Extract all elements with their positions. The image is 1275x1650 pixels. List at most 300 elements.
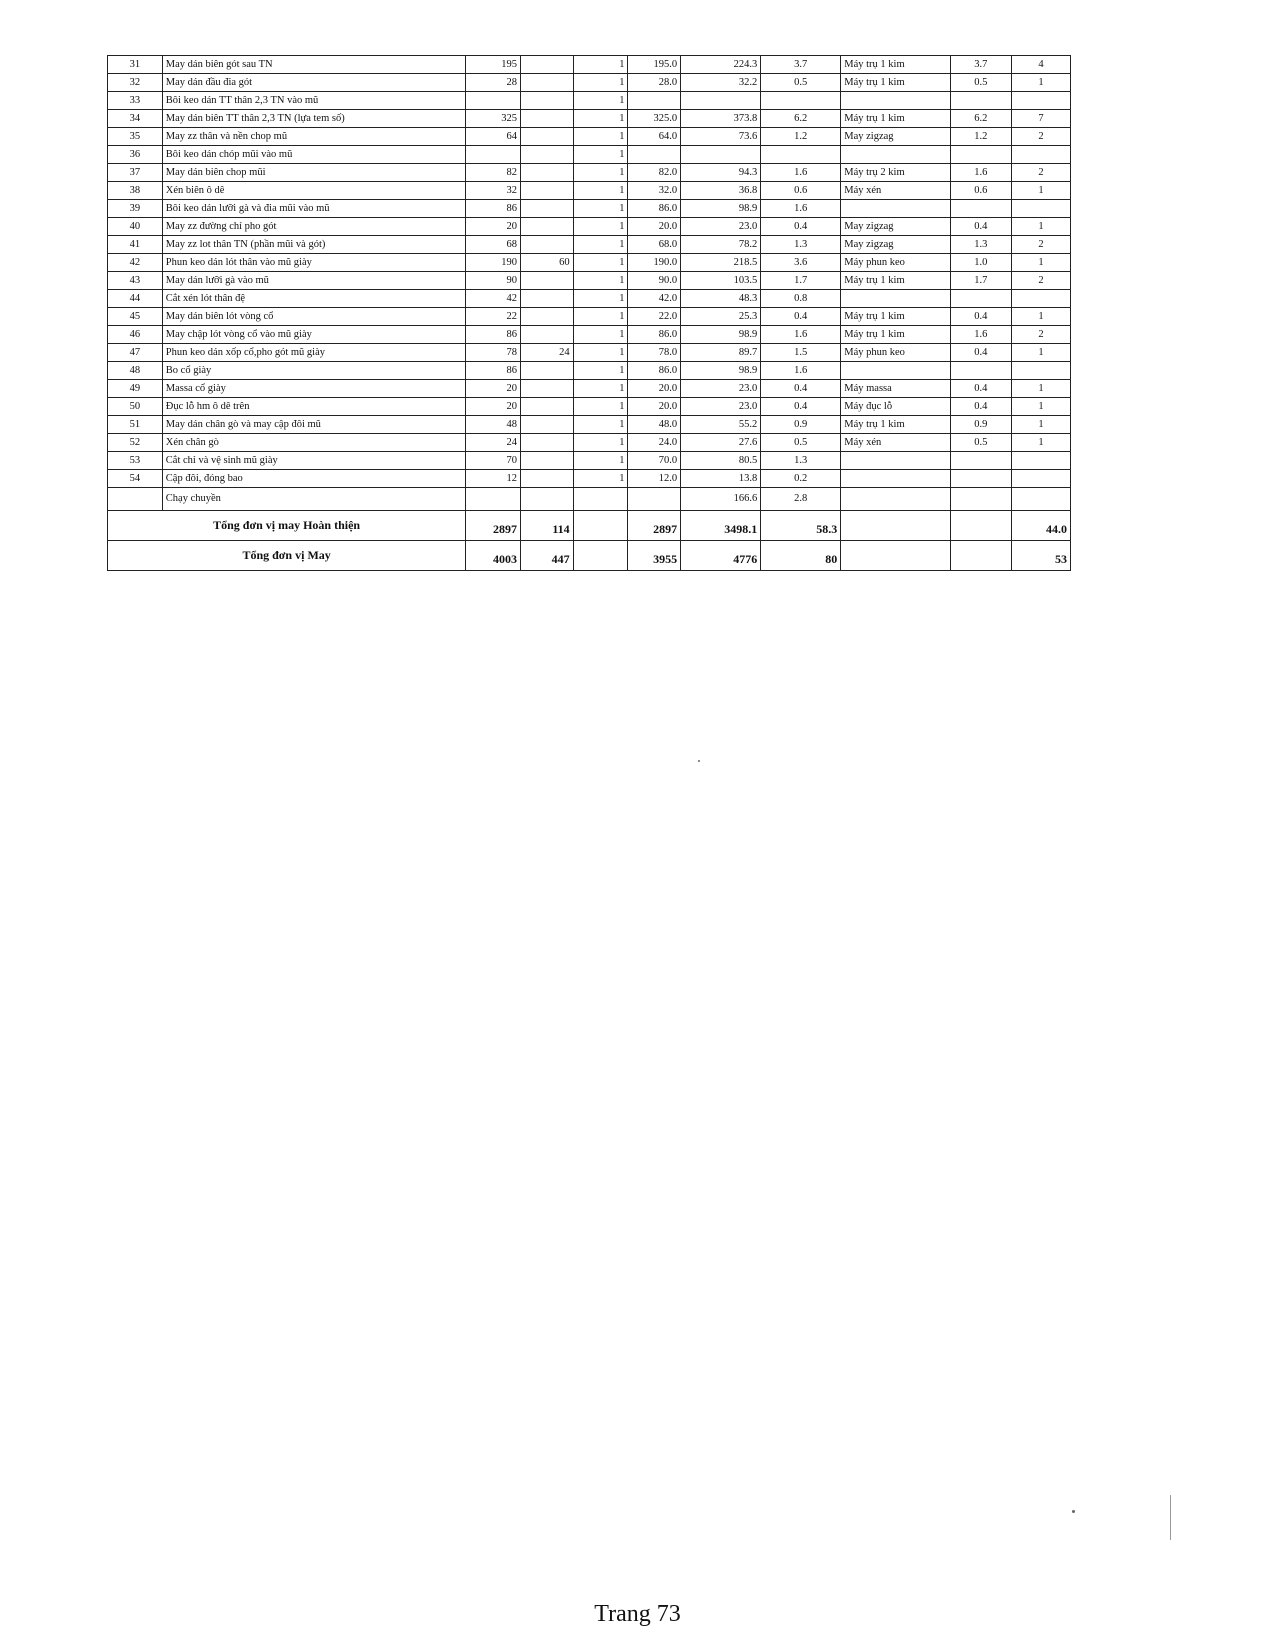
- table-cell: 1: [573, 92, 628, 110]
- table-cell: 0.6: [950, 182, 1011, 200]
- table-cell: 224.3: [681, 56, 761, 74]
- table-cell: 0.5: [950, 434, 1011, 452]
- table-cell: 0.4: [950, 398, 1011, 416]
- table-cell: 60: [521, 254, 574, 272]
- table-cell: [521, 110, 574, 128]
- table-cell: 23.0: [681, 218, 761, 236]
- table-cell: [950, 200, 1011, 218]
- table-cell: 0.4: [761, 308, 841, 326]
- scan-speck: [1072, 1510, 1075, 1513]
- operations-table: [107, 55, 1071, 571]
- table-cell: 27.6: [681, 434, 761, 452]
- table-cell: 25.3: [681, 308, 761, 326]
- table-cell: [841, 290, 951, 308]
- table-cell: 1: [573, 164, 628, 182]
- table-cell: 0.5: [761, 74, 841, 92]
- table-cell: Máy phun keo: [841, 254, 951, 272]
- table-cell: 68.0: [628, 236, 681, 254]
- table-row: [108, 56, 1071, 74]
- table-cell: May dán đầu đia gót: [162, 74, 465, 92]
- table-cell: 1: [1011, 308, 1070, 326]
- table-cell: Máy xén: [841, 434, 951, 452]
- table-cell: 40: [108, 218, 163, 236]
- table-cell: 6.2: [761, 110, 841, 128]
- total-may-c2: 4003: [466, 541, 521, 571]
- table-cell: 0.5: [950, 74, 1011, 92]
- table-cell: 1: [573, 362, 628, 380]
- table-row: [108, 380, 1071, 398]
- table-cell: 1: [1011, 344, 1070, 362]
- table-cell: [841, 470, 951, 488]
- table-cell: 1: [573, 146, 628, 164]
- table-cell: 0.5: [761, 434, 841, 452]
- table-cell: 55.2: [681, 416, 761, 434]
- table-cell: Máy trụ 2 kim: [841, 164, 951, 182]
- table-cell: 24: [466, 434, 521, 452]
- table-cell: 98.9: [681, 362, 761, 380]
- total-may-c3: 447: [521, 541, 574, 571]
- table-cell: [521, 218, 574, 236]
- table-row: [108, 272, 1071, 290]
- table-row: [108, 146, 1071, 164]
- table-cell: Máy trụ 1 kim: [841, 308, 951, 326]
- table-cell: 190.0: [628, 254, 681, 272]
- table-row: [108, 110, 1071, 128]
- chay-chuyen-people: 2.8: [761, 488, 841, 511]
- table-cell: Bo cổ giày: [162, 362, 465, 380]
- table-cell: [521, 434, 574, 452]
- table-cell: Xén chân gò: [162, 434, 465, 452]
- table-row: [108, 326, 1071, 344]
- table-cell: 1: [573, 254, 628, 272]
- table-cell: 7: [1011, 110, 1070, 128]
- table-cell: 2: [1011, 164, 1070, 182]
- table-cell: 22.0: [628, 308, 681, 326]
- table-cell: 82.0: [628, 164, 681, 182]
- table-cell: 13.8: [681, 470, 761, 488]
- table-cell: 1: [573, 470, 628, 488]
- table-cell: 1: [1011, 434, 1070, 452]
- table-row: [108, 182, 1071, 200]
- table-cell: 32: [466, 182, 521, 200]
- table-cell: 0.4: [950, 308, 1011, 326]
- table-cell: 3.7: [761, 56, 841, 74]
- table-cell: 0.4: [761, 398, 841, 416]
- table-cell: [521, 308, 574, 326]
- table-cell: 47: [108, 344, 163, 362]
- table-cell: 2: [1011, 236, 1070, 254]
- table-cell: 1: [573, 380, 628, 398]
- table-cell: 28: [466, 74, 521, 92]
- table-cell: [521, 272, 574, 290]
- table-cell: Massa cổ giày: [162, 380, 465, 398]
- scan-mark: [1170, 1495, 1171, 1540]
- table-cell: 28.0: [628, 74, 681, 92]
- table-cell: 1: [573, 398, 628, 416]
- table-row: [108, 254, 1071, 272]
- table-cell: 53: [108, 452, 163, 470]
- table-row: [108, 362, 1071, 380]
- table-cell: May dán lưỡi gà vào mũ: [162, 272, 465, 290]
- table-cell: [466, 146, 521, 164]
- table-cell: 1.2: [950, 128, 1011, 146]
- table-cell: May zigzag: [841, 218, 951, 236]
- table-cell: May dán biên lót vòng cổ: [162, 308, 465, 326]
- total-hoan-thien-row: [108, 511, 1071, 541]
- table-cell: Máy trụ 1 kim: [841, 74, 951, 92]
- table-cell: 37: [108, 164, 163, 182]
- table-cell: 1: [573, 416, 628, 434]
- table-cell: Cắt xén lót thân đệ: [162, 290, 465, 308]
- table-cell: 1.6: [761, 326, 841, 344]
- table-row: [108, 344, 1071, 362]
- table-cell: [521, 200, 574, 218]
- table-cell: [950, 146, 1011, 164]
- page-number: Trang 73: [594, 1601, 681, 1627]
- table-cell: 1.3: [761, 236, 841, 254]
- table-cell: 0.6: [761, 182, 841, 200]
- table-cell: May zz thân và nền chop mũ: [162, 128, 465, 146]
- chay-chuyen-label: Chạy chuyền: [162, 488, 465, 511]
- table-cell: Máy trụ 1 kim: [841, 56, 951, 74]
- table-row: [108, 308, 1071, 326]
- table-cell: 1: [573, 308, 628, 326]
- table-cell: [950, 290, 1011, 308]
- table-row: [108, 416, 1071, 434]
- table-cell: 1: [573, 452, 628, 470]
- table-cell: Máy trụ 1 kim: [841, 110, 951, 128]
- table-cell: [628, 146, 681, 164]
- table-cell: 0.4: [950, 344, 1011, 362]
- table-cell: 1: [1011, 74, 1070, 92]
- chay-chuyen-value: 166.6: [681, 488, 761, 511]
- table-cell: 50: [108, 398, 163, 416]
- total-hoan-thien-c5: 2897: [628, 511, 681, 541]
- table-row: [108, 236, 1071, 254]
- table-cell: 1.7: [950, 272, 1011, 290]
- table-cell: 12: [466, 470, 521, 488]
- table-cell: [521, 362, 574, 380]
- table-cell: 51: [108, 416, 163, 434]
- table-cell: [521, 290, 574, 308]
- table-cell: 23.0: [681, 398, 761, 416]
- table-cell: [521, 416, 574, 434]
- table-row: [108, 92, 1071, 110]
- table-cell: Máy trụ 1 kim: [841, 416, 951, 434]
- table-cell: Bôi keo dán chóp mũi vào mũ: [162, 146, 465, 164]
- table-row: [108, 290, 1071, 308]
- table-cell: 78.2: [681, 236, 761, 254]
- table-cell: 1: [1011, 416, 1070, 434]
- table-cell: 0.9: [761, 416, 841, 434]
- table-cell: May chập lót vòng cổ vào mũ giày: [162, 326, 465, 344]
- table-cell: [1011, 200, 1070, 218]
- table-cell: 32: [108, 74, 163, 92]
- table-cell: 90: [466, 272, 521, 290]
- total-may-label: Tổng đơn vị May: [108, 541, 466, 571]
- table-cell: 1.2: [761, 128, 841, 146]
- table-cell: Máy xén: [841, 182, 951, 200]
- table-cell: [841, 362, 951, 380]
- table-cell: 64.0: [628, 128, 681, 146]
- table-cell: 2: [1011, 128, 1070, 146]
- table-cell: [950, 92, 1011, 110]
- table-cell: 373.8: [681, 110, 761, 128]
- table-cell: May dán biên gót sau TN: [162, 56, 465, 74]
- table-cell: 24.0: [628, 434, 681, 452]
- table-cell: 1.3: [761, 452, 841, 470]
- table-cell: [681, 92, 761, 110]
- table-cell: 20.0: [628, 218, 681, 236]
- table-cell: [841, 200, 951, 218]
- table-cell: 46: [108, 326, 163, 344]
- table-cell: [950, 470, 1011, 488]
- table-cell: 86: [466, 326, 521, 344]
- total-may-row: [108, 541, 1071, 571]
- table-row: [108, 470, 1071, 488]
- table-cell: 32.2: [681, 74, 761, 92]
- table-cell: 1.7: [761, 272, 841, 290]
- table-cell: 23.0: [681, 380, 761, 398]
- table-cell: 1: [573, 74, 628, 92]
- table-cell: [628, 92, 681, 110]
- total-may-c10: 53: [1011, 541, 1070, 571]
- table-cell: 20: [466, 218, 521, 236]
- table-cell: Máy đục lỗ: [841, 398, 951, 416]
- table-cell: [681, 146, 761, 164]
- table-cell: May zz đường chỉ pho gót: [162, 218, 465, 236]
- chay-chuyen-row: [108, 488, 1071, 511]
- table-cell: [521, 326, 574, 344]
- table-cell: [521, 128, 574, 146]
- table-cell: 1.6: [761, 200, 841, 218]
- table-body: [108, 56, 1071, 488]
- table-cell: 0.4: [761, 380, 841, 398]
- table-cell: [521, 92, 574, 110]
- table-cell: [521, 398, 574, 416]
- table-row: [108, 74, 1071, 92]
- table-cell: 1: [573, 182, 628, 200]
- table-cell: Máy trụ 1 kim: [841, 326, 951, 344]
- table-cell: 39: [108, 200, 163, 218]
- table-cell: 36.8: [681, 182, 761, 200]
- table-cell: 49: [108, 380, 163, 398]
- total-may-c5: 3955: [628, 541, 681, 571]
- table-cell: May zz lot thân TN (phần mũi và gót): [162, 236, 465, 254]
- table-cell: 48.0: [628, 416, 681, 434]
- table-cell: 90.0: [628, 272, 681, 290]
- table-cell: Máy massa: [841, 380, 951, 398]
- table-cell: 1: [573, 344, 628, 362]
- table-cell: May zigzag: [841, 236, 951, 254]
- table-cell: 98.9: [681, 326, 761, 344]
- table-cell: 52: [108, 434, 163, 452]
- table-cell: [1011, 290, 1070, 308]
- table-cell: 195: [466, 56, 521, 74]
- table-cell: 20.0: [628, 398, 681, 416]
- table-cell: 1: [573, 218, 628, 236]
- table-row: [108, 200, 1071, 218]
- total-hoan-thien-label: Tổng đơn vị may Hoàn thiện: [108, 511, 466, 541]
- table-cell: 195.0: [628, 56, 681, 74]
- scan-speck: [698, 760, 700, 762]
- table-cell: Phun keo dán lót thân vào mũ giày: [162, 254, 465, 272]
- table-cell: May dán chân gò và may cập đôi mũ: [162, 416, 465, 434]
- table-cell: 1: [573, 110, 628, 128]
- total-may-c6: 4776: [681, 541, 761, 571]
- table-cell: 45: [108, 308, 163, 326]
- table-cell: 1.6: [950, 326, 1011, 344]
- table-cell: 64: [466, 128, 521, 146]
- table-cell: May zigzag: [841, 128, 951, 146]
- table-cell: [1011, 362, 1070, 380]
- table-cell: 4: [1011, 56, 1070, 74]
- table-cell: 1: [573, 434, 628, 452]
- total-hoan-thien-c3: 114: [521, 511, 574, 541]
- table-cell: [841, 146, 951, 164]
- table-cell: [761, 92, 841, 110]
- table-cell: 218.5: [681, 254, 761, 272]
- table-cell: 43: [108, 272, 163, 290]
- table-cell: [1011, 92, 1070, 110]
- table-cell: 0.4: [950, 380, 1011, 398]
- table-cell: 68: [466, 236, 521, 254]
- table-row: [108, 128, 1071, 146]
- table-cell: 12.0: [628, 470, 681, 488]
- table-cell: [950, 452, 1011, 470]
- table-cell: 22: [466, 308, 521, 326]
- table-cell: 54: [108, 470, 163, 488]
- total-hoan-thien-c7: 58.3: [761, 511, 841, 541]
- table-row: [108, 398, 1071, 416]
- table-cell: 48: [466, 416, 521, 434]
- table-cell: 36: [108, 146, 163, 164]
- table-cell: 89.7: [681, 344, 761, 362]
- table-cell: 1: [573, 236, 628, 254]
- table-cell: Phun keo dán xốp cổ,pho gót mũ giày: [162, 344, 465, 362]
- table-cell: 42: [108, 254, 163, 272]
- table-row: [108, 218, 1071, 236]
- table-cell: 80.5: [681, 452, 761, 470]
- table-cell: Xén biên ô dê: [162, 182, 465, 200]
- table-cell: 42: [466, 290, 521, 308]
- table-cell: [521, 74, 574, 92]
- table-cell: May dán biên chop mũi: [162, 164, 465, 182]
- table-cell: 325: [466, 110, 521, 128]
- table-cell: Bôi keo dán TT thân 2,3 TN vào mũ: [162, 92, 465, 110]
- table-row: [108, 434, 1071, 452]
- table-cell: [521, 236, 574, 254]
- table-cell: 48.3: [681, 290, 761, 308]
- table-cell: 1.3: [950, 236, 1011, 254]
- table-cell: 34: [108, 110, 163, 128]
- table-cell: 3.6: [761, 254, 841, 272]
- table-cell: 44: [108, 290, 163, 308]
- table-cell: [521, 380, 574, 398]
- table-cell: [841, 92, 951, 110]
- table-cell: 1.0: [950, 254, 1011, 272]
- table-cell: 24: [521, 344, 574, 362]
- table-cell: [466, 92, 521, 110]
- table-cell: 1.6: [761, 362, 841, 380]
- table-cell: 48: [108, 362, 163, 380]
- table-cell: [521, 452, 574, 470]
- table-cell: 94.3: [681, 164, 761, 182]
- table-cell: Cập đôi, đóng bao: [162, 470, 465, 488]
- table-cell: 0.4: [761, 218, 841, 236]
- table-cell: 1: [573, 128, 628, 146]
- table-cell: 0.2: [761, 470, 841, 488]
- table-cell: 41: [108, 236, 163, 254]
- total-hoan-thien-c2: 2897: [466, 511, 521, 541]
- table-cell: 20: [466, 398, 521, 416]
- table-cell: 31: [108, 56, 163, 74]
- table-cell: 20.0: [628, 380, 681, 398]
- table-cell: Đục lỗ hm ô dê trên: [162, 398, 465, 416]
- table-cell: Bôi keo dán lưỡi gà và đia mũi vào mũ: [162, 200, 465, 218]
- table-cell: [521, 146, 574, 164]
- table-cell: 33: [108, 92, 163, 110]
- table-cell: Cắt chỉ và vệ sinh mũ giày: [162, 452, 465, 470]
- total-hoan-thien-c10: 44.0: [1011, 511, 1070, 541]
- table-cell: 0.9: [950, 416, 1011, 434]
- table-cell: [1011, 470, 1070, 488]
- table-cell: 1: [573, 200, 628, 218]
- table-cell: 1: [1011, 182, 1070, 200]
- table-cell: [1011, 146, 1070, 164]
- total-may-c7: 80: [761, 541, 841, 571]
- table-cell: [521, 56, 574, 74]
- table-cell: [521, 182, 574, 200]
- table-cell: 82: [466, 164, 521, 182]
- table-cell: 103.5: [681, 272, 761, 290]
- table-cell: 1.6: [761, 164, 841, 182]
- table-cell: 325.0: [628, 110, 681, 128]
- table-cell: Máy phun keo: [841, 344, 951, 362]
- table-cell: 86: [466, 362, 521, 380]
- table-row: [108, 452, 1071, 470]
- table-row: [108, 164, 1071, 182]
- table-cell: 1: [573, 272, 628, 290]
- table-cell: 3.7: [950, 56, 1011, 74]
- table-cell: [841, 452, 951, 470]
- total-hoan-thien-c6: 3498.1: [681, 511, 761, 541]
- table-cell: 20: [466, 380, 521, 398]
- table-cell: 6.2: [950, 110, 1011, 128]
- table-cell: 1: [1011, 254, 1070, 272]
- table-cell: [1011, 452, 1070, 470]
- table-cell: [950, 362, 1011, 380]
- table-cell: 86: [466, 200, 521, 218]
- table-cell: 42.0: [628, 290, 681, 308]
- table-cell: 98.9: [681, 200, 761, 218]
- table-cell: 1: [573, 326, 628, 344]
- table-cell: 86.0: [628, 200, 681, 218]
- table-cell: 2: [1011, 326, 1070, 344]
- table-cell: 70.0: [628, 452, 681, 470]
- table-cell: 35: [108, 128, 163, 146]
- table-cell: 86.0: [628, 362, 681, 380]
- table-cell: May dán biên TT thân 2,3 TN (lựa tem số): [162, 110, 465, 128]
- table-cell: 1: [1011, 398, 1070, 416]
- table-cell: 1.5: [761, 344, 841, 362]
- table-cell: [521, 164, 574, 182]
- table-cell: [761, 146, 841, 164]
- table-cell: [521, 470, 574, 488]
- table-cell: 38: [108, 182, 163, 200]
- table-cell: 0.4: [950, 218, 1011, 236]
- table-cell: 78: [466, 344, 521, 362]
